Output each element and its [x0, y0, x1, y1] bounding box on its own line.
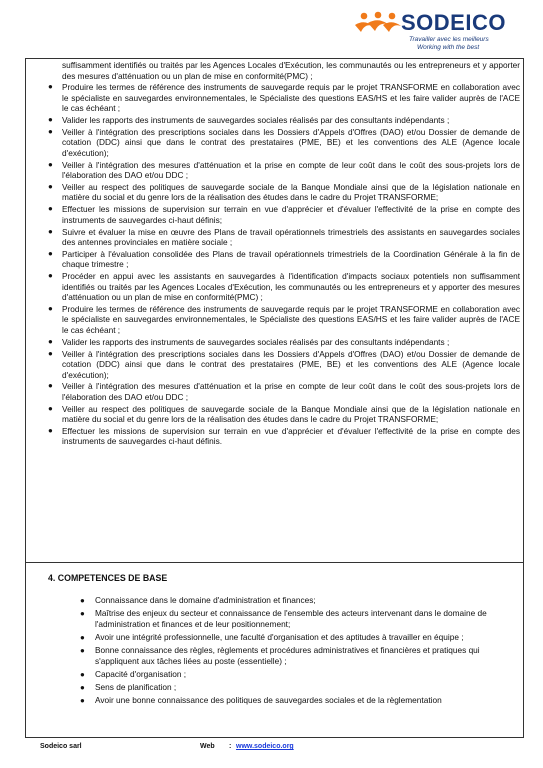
bullet-icon: ● — [48, 159, 53, 169]
bullet-icon: ● — [48, 303, 53, 313]
brand-name: SODEICO — [401, 10, 506, 35]
bullet-icon: ● — [80, 646, 85, 655]
bullet-icon: ● — [80, 609, 85, 618]
bullet-icon: ● — [48, 336, 53, 346]
list-item-text: Veiller à l'intégration des mesures d'atténuation et la prise en compte de leur coût dans le coût des sous-projets lors de l'élaboration des DAO et/ou DDC ; — [62, 381, 520, 402]
duties-section — [32, 60, 520, 448]
list-item — [32, 595, 520, 606]
bullet-icon: ● — [80, 670, 85, 679]
bullet-icon: ● — [48, 271, 53, 281]
footer-website-link[interactable]: www.sodeico.org — [236, 743, 294, 750]
list-item-text: Maîtrise des enjeux du secteur et connaissance de l'ensemble des acteurs intervenant dans le domaine de l'administration et finances et de leur positionnement; — [95, 608, 487, 629]
list-item — [32, 426, 520, 447]
brand-tagline-en: Working with the best — [417, 44, 480, 51]
bullet-icon: ● — [48, 115, 53, 125]
list-item — [32, 127, 520, 159]
bullet-icon: ● — [48, 126, 53, 136]
bullet-icon: ● — [80, 696, 85, 705]
competence-list — [32, 595, 520, 706]
list-item-text: Veiller au respect des politiques de sauvegarde sociale de la Banque Mondiale ainsi que de la législation nationale en matière du social et du genre lors de la réalisation des études dans le cadre du Projet TRANSFORME; — [62, 181, 520, 203]
bullet-icon: ● — [80, 596, 85, 605]
list-item — [32, 82, 520, 114]
bullet-icon: ● — [48, 82, 53, 92]
footer-company: Sodeico sarl — [40, 743, 82, 750]
bullet-icon: ● — [48, 181, 53, 191]
list-item — [32, 304, 520, 336]
list-item-text: Connaissance dans le domaine d'administration et finances; — [95, 595, 316, 605]
brand-tagline-fr: Travailler avec les meilleurs — [409, 36, 489, 43]
list-item — [32, 645, 520, 667]
section-divider — [25, 562, 524, 563]
list-item — [32, 160, 520, 181]
list-item — [32, 381, 520, 402]
bullet-icon: ● — [48, 204, 53, 214]
list-item — [32, 115, 520, 126]
list-item — [32, 349, 520, 381]
bullet-icon: ● — [80, 633, 85, 642]
list-item-text: Veiller à l'intégration des prescriptions sociales dans les Dossiers d'Appels d'Offres (DAO) et/ou Dossier de demande de cotation (DDC) ainsi que dans le contrat des prestataires (PME, BE) et les conventions des ALE (Agence locale d'exécution); — [62, 126, 520, 158]
list-item — [32, 682, 520, 693]
list-item — [32, 249, 520, 270]
bullet-icon: ● — [80, 683, 85, 692]
section-title: 4. COMPETENCES DE BASE — [48, 573, 168, 583]
bullet-icon: ● — [48, 425, 53, 435]
bullet-icon: ● — [48, 226, 53, 236]
list-item-text: Participer à l'évaluation consolidée des Plans de travail opérationnels trimestriels de la Coordination Générale à la fin de chaque trimestre ; — [62, 248, 520, 270]
duty-continuation: suffisamment identifiés ou traités par les Agences Locales d'Exécution, les communautés ou les entrepreneurs et y apporter des mesures d'atténuation ou un plan de mise en conformité(PMC) ; — [62, 60, 520, 81]
list-item — [32, 337, 520, 348]
list-item-text: Capacité d'organisation ; — [95, 669, 187, 679]
competences-section — [32, 573, 520, 708]
list-item-text: Veiller au respect des politiques de sauvegarde sociale de la Banque Mondiale ainsi que de la législation nationale en matière du social et du genre lors de la réalisation des études dans le cadre du Projet TRANSFORME; — [62, 403, 520, 425]
list-item — [32, 608, 520, 630]
list-item-text: Sens de planification ; — [95, 682, 177, 692]
list-item — [32, 271, 520, 303]
list-item — [32, 204, 520, 225]
list-item — [32, 632, 520, 643]
list-item-text: Veiller à l'intégration des mesures d'atténuation et la prise en compte de leur coût dans le coût des sous-projets lors de l'élaboration des DAO et/ou DDC ; — [62, 159, 520, 181]
list-item-text: Valider les rapports des instruments de sauvegardes sociales réalisés par des consultants indépendants ; — [62, 115, 450, 126]
footer-web-sep: : — [229, 743, 232, 750]
list-item-text: Effectuer les missions de supervision sur terrain en vue d'apprécier et d'évaluer l'effectivité de la prise en compte des instruments de sauvegardes ci-haut définis. — [62, 425, 520, 447]
list-item-text: Avoir une intégrité professionnelle, une faculté d'organisation et des aptitudes à travailler en équipe ; — [95, 632, 464, 642]
bullet-icon: ● — [48, 248, 53, 258]
list-item-text: Effectuer les missions de supervision sur terrain en vue d'apprécier et d'évaluer l'effectivité de la prise en compte des instruments de sauvegardes ci-haut définis; — [62, 204, 520, 225]
list-item-text: Avoir une bonne connaissance des politiques de sauvegardes sociales et de la règlementation — [95, 695, 442, 705]
footer-web-label: Web — [200, 743, 215, 750]
list-item-text: Veiller à l'intégration des prescriptions sociales dans les Dossiers d'Appels d'Offres (DAO) et/ou Dossier de demande de cotation (DDC) ainsi que dans le contrat des prestataires (PME, BE) et les conventions des ALE (Agence locale d'exécution); — [62, 348, 520, 380]
list-item — [32, 404, 520, 425]
list-item-text: Bonne connaissance des règles, règlements et procédures administratives et financières et pratiques qui s'appliquent aux tâches liées au poste (essentielle) ; — [95, 645, 480, 666]
list-item — [32, 669, 520, 680]
bullet-icon: ● — [48, 403, 53, 413]
sodeico-people-icon — [353, 10, 403, 44]
list-item-text: Suivre et évaluer la mise en œuvre des Plans de travail opérationnels trimestriels des assistants en sauvegardes sociales des antennes provinciales en matière sociale ; — [62, 226, 520, 248]
list-item-text: Produire les termes de référence des instruments de sauvegarde requis par le projet TRANSFORME en collaboration avec le spécialiste en sauvegardes environnementales, le Spécialiste des questions EAS/HS et les faire valider auprès de l'ACE le cas échéant ; — [62, 303, 520, 335]
bullet-icon: ● — [48, 348, 53, 358]
list-item — [32, 695, 520, 706]
list-item-text: Produire les termes de référence des instruments de sauvegarde requis par le projet TRANSFORME en collaboration avec le spécialiste en sauvegardes environnementales, le Spécialiste des questions EAS/HS et les faire valider auprès de l'ACE le cas échéant ; — [62, 82, 520, 114]
sodeico-logo — [283, 8, 523, 52]
list-item-text: Valider les rapports des instruments de sauvegardes sociales réalisés par des consultants indépendants ; — [62, 336, 450, 347]
list-item — [32, 182, 520, 203]
list-item-text: Procéder en appui avec les assistants en sauvegardes à l'identification d'impacts sociaux potentiels non suffisamment identifiés ou traités par les Agences Locales d'Exécution, les communautés ou les entrepreneurs et y apporter des mesures d'atténuation ou un plan de mise en conformité(PMC) ; — [62, 271, 520, 303]
bullet-icon: ● — [48, 381, 53, 391]
list-item — [32, 227, 520, 248]
duty-list — [32, 82, 520, 447]
